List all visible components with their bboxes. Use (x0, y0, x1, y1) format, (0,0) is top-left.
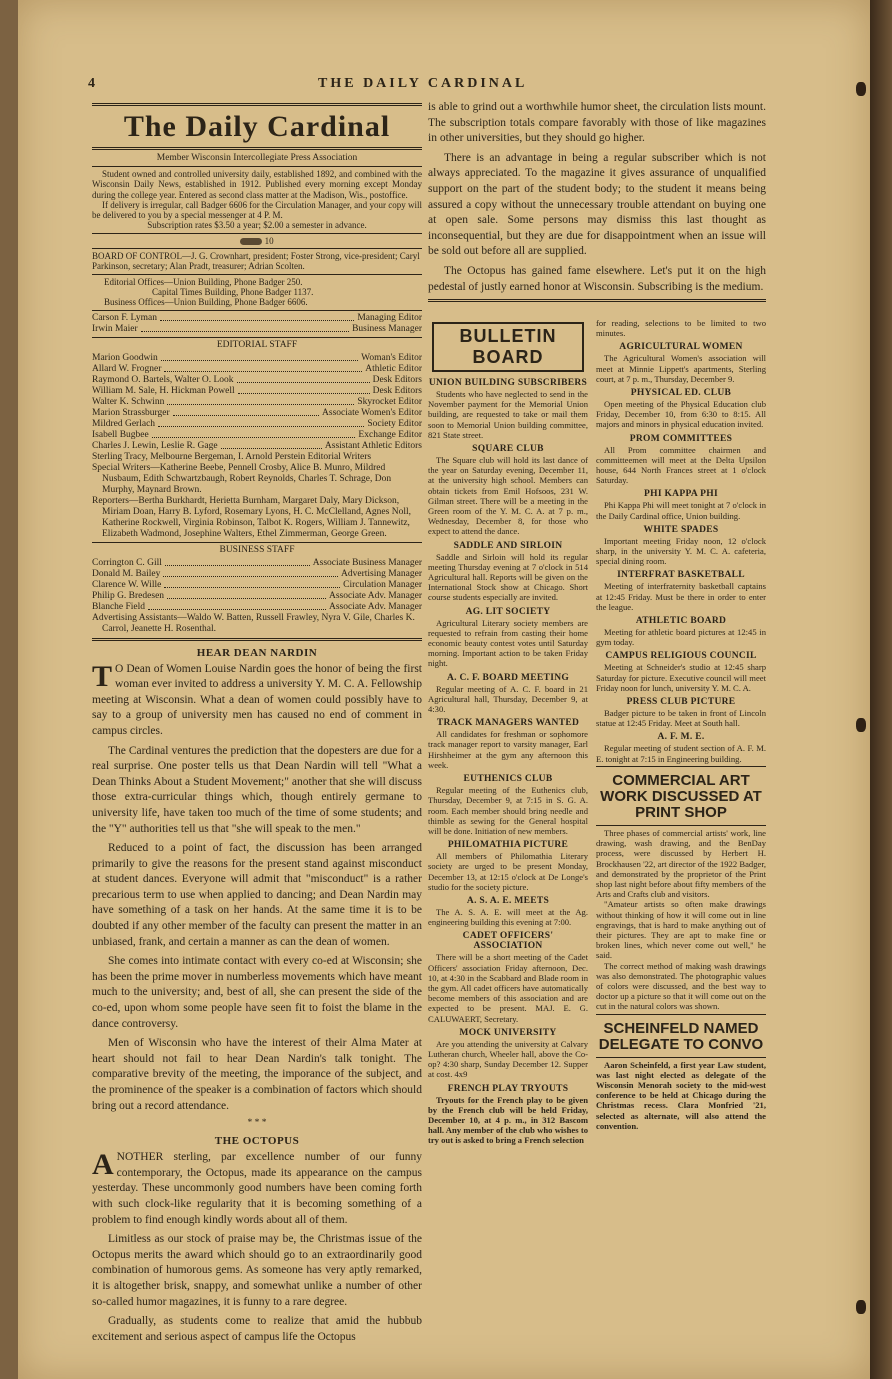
bulletin-item: UNION BUILDING SUBSCRIBERS Students who have neglected to send in the November payment for the Memorial Union building, are requested to take or mail them soon to Memorial Union building committee, 821 State street. (428, 378, 588, 440)
staff-row: Raymond O. Bartels, Walter O. Look Desk Editors (92, 374, 422, 385)
staff-row: Philip G. Bredesen Associate Adv. Manager (92, 590, 422, 601)
scheinfeld-paragraph: Aaron Scheinfeld, a first year Law student, was last night elected as delegate of the Wisconsin Menorah society to the mid-west conference to be held at Chicago during the Christmas recess. Clara Monfried '21, selected as alternate, will also attend the convention. (596, 1059, 766, 1131)
bulletin-item: FRENCH PLAY TRYOUTS Tryouts for the French play to be given by the French club will be held Friday, December 10, at 4 p. m., in 312 Bascom hall. Any member of the club who wishes to try out is asked to bring a French selection (428, 1083, 588, 1146)
commercial-paragraph: The correct method of making wash drawings was also demonstrated. The photographic values of colors were discussed, and the best way to doctor up a picture so that it will come out on the cut in the natural colors was shown. (596, 960, 766, 1012)
masthead-intro: Student owned and controlled university daily, established 1892, and combined with the Wisconsin Daily News, established in 1912. Published every morning except Monday during the college year. Entered as second class matter at the Madison, Wis., postoffice. (92, 169, 422, 200)
staff-row: Irwin Maier Business Manager (92, 323, 422, 334)
editorial-writers: Sterling Tracy, Melbourne Bergeman, I. Arnold Perstein Editorial Writers (92, 451, 372, 462)
binding-hole (856, 718, 866, 732)
bulletin-item: AG. LIT SOCIETY Agricultural Literary society members are requested to refrain from casting their home economic beauty contest votes until Saturday morning. Important action to be taken Friday night. (428, 606, 588, 669)
stars-divider: * * * (247, 1118, 267, 1129)
staff-row: Marion Strassburger Associate Women's Editor (92, 407, 422, 418)
bulletin-item: A. F. M. E. Regular meeting of student section of A. F. M. E. tonight at 7:15 in Engineering building. (596, 732, 766, 764)
bulletin-item: WHITE SPADES Important meeting Friday noon, 12 o'clock sharp, in the university Y. M. C. A. cafeteria, special dining room. (596, 524, 766, 567)
bulletin-item: A. C. F. BOARD MEETING Regular meeting of A. C. F. board in 21 Agricultural hall, Thursday, December 9, at 4:30. (428, 672, 588, 715)
right-column (596, 318, 766, 1131)
binding-hole (856, 82, 866, 96)
bulletin-item: PROM COMMITTEES All Prom committee chairmen and committeemen will meet at the Delta Upsilon house, 644 North Frances street at 1 o'clock Saturday. (596, 433, 766, 486)
bulletin-item: CAMPUS RELIGIOUS COUNCIL Meeting at Schneider's studio at 12:45 sharp Saturday for picture. Executive council will meet Friday noon for lunch, university Y. M. C. A. (596, 651, 766, 693)
staff-row: Blanche Field Associate Adv. Manager (92, 601, 422, 612)
bulletin-item: MOCK UNIVERSITY Are you attending the university at Calvary Lutheran church, Wheeler hall, above the Co-op? 4:30 sharp, Sunday December 12. Supper at cost. 4x9 (428, 1027, 588, 1080)
special-writers: Special Writers—Katherine Beebe, Pennell Crosby, Alice B. Munro, Mildred Nusbaum, Edith Schwartzbaugh, Robert Reynolds, Charles T. Schrage, Don Murphy, Maynard Brown. (92, 462, 392, 495)
octopus-article: ANOTHER sterling, par excellence number of our funny contemporary, the Octopus, made its appearance on the campus yesterday. These uncommonly good numbers have been coming forth with such clock-like regularity that it is becoming something of a problem to find enough kindly words about all of them. Limitless as our stock of praise may be, the Christmas issue of the Octopus merits the award which should go to an extraordinarily good combination of humorous gems. As someone has very aptly remarked, it is altogether brisk, snappy, and somewhat unlike a number of other so-called humor magazines, it is funny to a rare degree. Gradually, as students come to realize that amid the hubbub excitement and serious aspect of campus life the Octopus (92, 1148, 422, 1343)
bulletin-continued: for reading, selections to be limited to two minutes. (596, 318, 766, 339)
bulletin-item: INTERFRAT BASKETBALL Meeting of interfraternity basketball captains at 12:45 Friday. Must be there in order to enter the league. (596, 570, 766, 612)
nardin-heading: HEAR DEAN NARDIN (196, 646, 318, 659)
staff-row: Walter K. Schwinn Skyrocket Editor (92, 396, 422, 407)
bulletin-item: TRACK MANAGERS WANTED All candidates for freshman or sophomore track manager report to varsity manager, Earl Hirshheimer at the gym any afternoon this week. (428, 718, 588, 770)
newspaper-page (18, 0, 870, 1379)
staff-row: Clarence W. Wille Circulation Manager (92, 579, 422, 590)
office-line: Business Offices—Union Building, Phone Badger 6606. (104, 297, 308, 308)
member-line: Member Wisconsin Intercollegiate Press Association (156, 153, 358, 163)
staff-row: Corrington C. Gill Associate Business Manager (92, 557, 422, 568)
octopus-heading: THE OCTOPUS (214, 1135, 300, 1148)
staff-row: Charles J. Lewin, Leslie R. Gage Assistant Athletic Editors (92, 440, 422, 451)
bulletin-item: ATHLETIC BOARD Meeting for athletic board pictures at 12:45 in gym today. (596, 616, 766, 648)
commercial-art-heading: COMMERCIAL ART WORK DISCUSSED AT PRINT SHOP (600, 771, 762, 821)
bulletin-item: EUTHENICS CLUB Regular meeting of the Euthenics club, Thursday, December 9, at 7:15 in S. G. A. room. Each member should bring needle and thimble as sewing for the General hospital will be done. Initiation of new members. (428, 774, 588, 836)
subscription-rates: Subscription rates $3.50 a year; $2.00 a semester in advance. (147, 220, 367, 231)
masthead-title: The Daily Cardinal (123, 110, 391, 143)
seal-number: 10 (264, 235, 274, 246)
scheinfeld-heading: SCHEINFELD NAMED DELEGATE TO CONVO (598, 1019, 764, 1053)
delivery-note: If delivery is irregular, call Badger 6606 for the Circulation Manager, and your copy will be delivered to you by a special messenger at 4 P. M. (92, 199, 422, 221)
board-of-control: BOARD OF CONTROL—J. G. Crownhart, president; Foster Strong, vice-president; Caryl Parkinson, secretary; Alan Pradt, treasurer; Adrian Scolten. (92, 251, 420, 272)
staff-row: Donald M. Bailey Advertising Manager (92, 568, 422, 579)
business-staff-heading: BUSINESS STAFF (219, 544, 295, 555)
bulletin-item: PHYSICAL ED. CLUB Open meeting of the Physical Education club Friday, December 10, from 6:30 to 8:15. All majors and minors in physical education invited. (596, 388, 766, 430)
bulletin-board-title: BULLETIN BOARD (432, 322, 584, 372)
commercial-paragraph: Three phases of commercial artists' work, line drawing, wash drawing, and the BenDay process, were discussed by Herbert H. Brockhausen '22, art director of the 1922 Badger, and demonstrated by the proprietor of the Print shop last night before about fifty members of the Arts and Crafts club and visitors. (596, 827, 766, 900)
bulletin-item: AGRICULTURAL WOMEN The Agricultural Women's association will meet at Minnie Lippett's apartments, Sterling court, at 7 p. m., Thursday, December 9. (596, 342, 766, 384)
office-line: Capital Times Building, Phone Badger 1137. (152, 286, 314, 297)
left-column (92, 100, 422, 1349)
octopus-continued: is able to grind out a worthwhile humor sheet, the circulation lists mount. The subscription totals compare favorably with those of like magazines in other universities, but they should go higher. There is an advantage in being a regular subscriber which is not always appreciated. To the magazine it gives assurance of unqualified support on the part of the student body; to the student it means being assured a copy without the unnecessary trouble attendant on buying one at open sale. Some persons may dismiss this last thought as inconsequential, but they are due for disappointment when an issue will be sold out before all are supplied. The Octopus has gained fame elsewhere. Let's put it on the high pedestal of justly earned honor at Wisconsin. Subscribing is the medium. (428, 100, 766, 305)
office-line: Editorial Offices—Union Building, Phone Badger 250. (104, 276, 303, 287)
bulletin-item: PHILOMATHIA PICTURE All members of Philomathia Literary society are urged to be present Monday, December 13, at 12:15 o'clock at De Longe's studio for the society picture. (428, 840, 588, 892)
advertising-assistants: Advertising Assistants—Waldo W. Batten, Russell Frawley, Nyra V. Gile, Charles K. Carrol, Jeanette H. Rosenthal. (92, 612, 415, 634)
dropcap: T (92, 659, 113, 693)
commercial-paragraph: "Amateur artists so often make drawings without thinking of how it will come out in line engravings, that is hard to make anything out of their pictures. They are apt to make fine or broken lines, which never come out well," he said. (596, 899, 766, 961)
staff-row: Allard W. Frogner Athletic Editor (92, 363, 422, 374)
bulletin-item: PHI KAPPA PHI Phi Kappa Phi will meet tonight at 7 o'clock in the Daily Cardinal office, Union building. (596, 489, 766, 521)
bulletin-item: CADET OFFICERS' ASSOCIATION There will be a short meeting of the Cadet Officers' association Friday afternoon, Dec. 10, at 4:30 in the Scabbard and Blade room in the gym. All cadet officers have automatically become members of this association and are expected to be present. MAJ. E. G. CALUWAERT, Secretary. (428, 931, 588, 1024)
reporters: Reporters—Bertha Burkhardt, Herietta Burnham, Margaret Daly, Mary Dickson, Miriam Doan, Harry B. Lyford, Rosemary Lyons, H. C. McClelland, Agnes Noll, Katherine Rockwell, Virginia Robinson, Talbot K. Rogers, William J. Tannewitz, Elizabeth Wadmond, Josephine Walters, Ethel Zimmerman, George Green. (92, 495, 411, 539)
bulletin-item: PRESS CLUB PICTURE Badger picture to be taken in front of Lincoln statue at 12:45 Friday. Meet at South hall. (596, 697, 766, 729)
staff-row: Carson F. Lyman Managing Editor (92, 312, 422, 323)
bulletin-item: SQUARE CLUB The Square club will hold its last dance of the year on Saturday evening, December 11, at the university high school. Members can obtain tickets from Emil Hofsoos, 231 W. Gilman street. There will be a meeting in the Green room of the Y. M. C. A. at 7 p. m., Wednesday, December 8, for those who expect to attend the dance. (428, 444, 588, 537)
binding-hole (856, 1300, 866, 1314)
paper-title: THE DAILY CARDINAL (318, 76, 528, 91)
staff-row: Marion Goodwin Woman's Editor (92, 352, 422, 363)
nardin-article: T O Dean of Women Louise Nardin goes the honor of being the first woman ever invited to address a university Y. M. C. A. Fellowship meeting at Wisconsin. What a dean of women could possibly have to say to a group of university men has caused no end of comment in campus circles. The Cardinal ventures the prediction that the dopesters are due for a real surprise. One poster tells us that Dean Nardin will tell "What a Dean Thinks About a Student Movement;" another that she will discuss those extra-curricular things which, though entirely germane to university life, have taken too much of the time of some students; and the "Y" authorities tell us that "she will speak to the men." Reduced to a point of fact, the discussion has been arranged primarily to give the reasons for the present stand against misconduct at student dances. Everyone will admit that "misconduct" is a rather precarious term to use when applied to dancing; and Dean Nardin may have something of a task on her hands. At the same time it is to be doubted if any other member of the faculty can present the matter in an unbiased, frank, and certain a manner as can the dean of women. She comes into intimate contact with every co-ed at Wisconsin; she has been the prime mover in numberless movements which have meant much to the university; and, best of all, she can present the side of the co-ed, upon whom some people have seen fit to foist the blame in the dance controversy. Men of Wisconsin who have the interest of their Alma Mater at heart should not fail to hear Dean Nardin's talk tonight. The comparative brevity of the meeting, the imporance of the subject, and the prominence of the speaker is a combination of factors which should bring out a record attendance. (92, 659, 422, 1112)
staff-row: Isabell Bugbee Exchange Editor (92, 429, 422, 440)
staff-row: Mildred Gerlach Society Editor (92, 418, 422, 429)
bulletin-item: A. S. A. E. MEETS The A. S. A. E. will meet at the Ag. engineering building this evening at 7:00. (428, 895, 588, 928)
bulletin-column (428, 318, 588, 1146)
union-seal-icon (92, 236, 422, 246)
bulletin-item: SADDLE AND SIRLOIN Saddle and Sirloin will hold its regular meeting Thursday evening at 7 o'clock in 514 Agricultural hall. Reports will be given on the International Stock show at Chicago. Short course students especially are invited. (428, 540, 588, 603)
editorial-staff-heading: EDITORIAL STAFF (216, 339, 298, 350)
staff-row: William M. Sale, H. Hickman Powell Desk Editors (92, 385, 422, 396)
dropcap: A (92, 1148, 114, 1182)
page-number: 4 (88, 76, 98, 91)
